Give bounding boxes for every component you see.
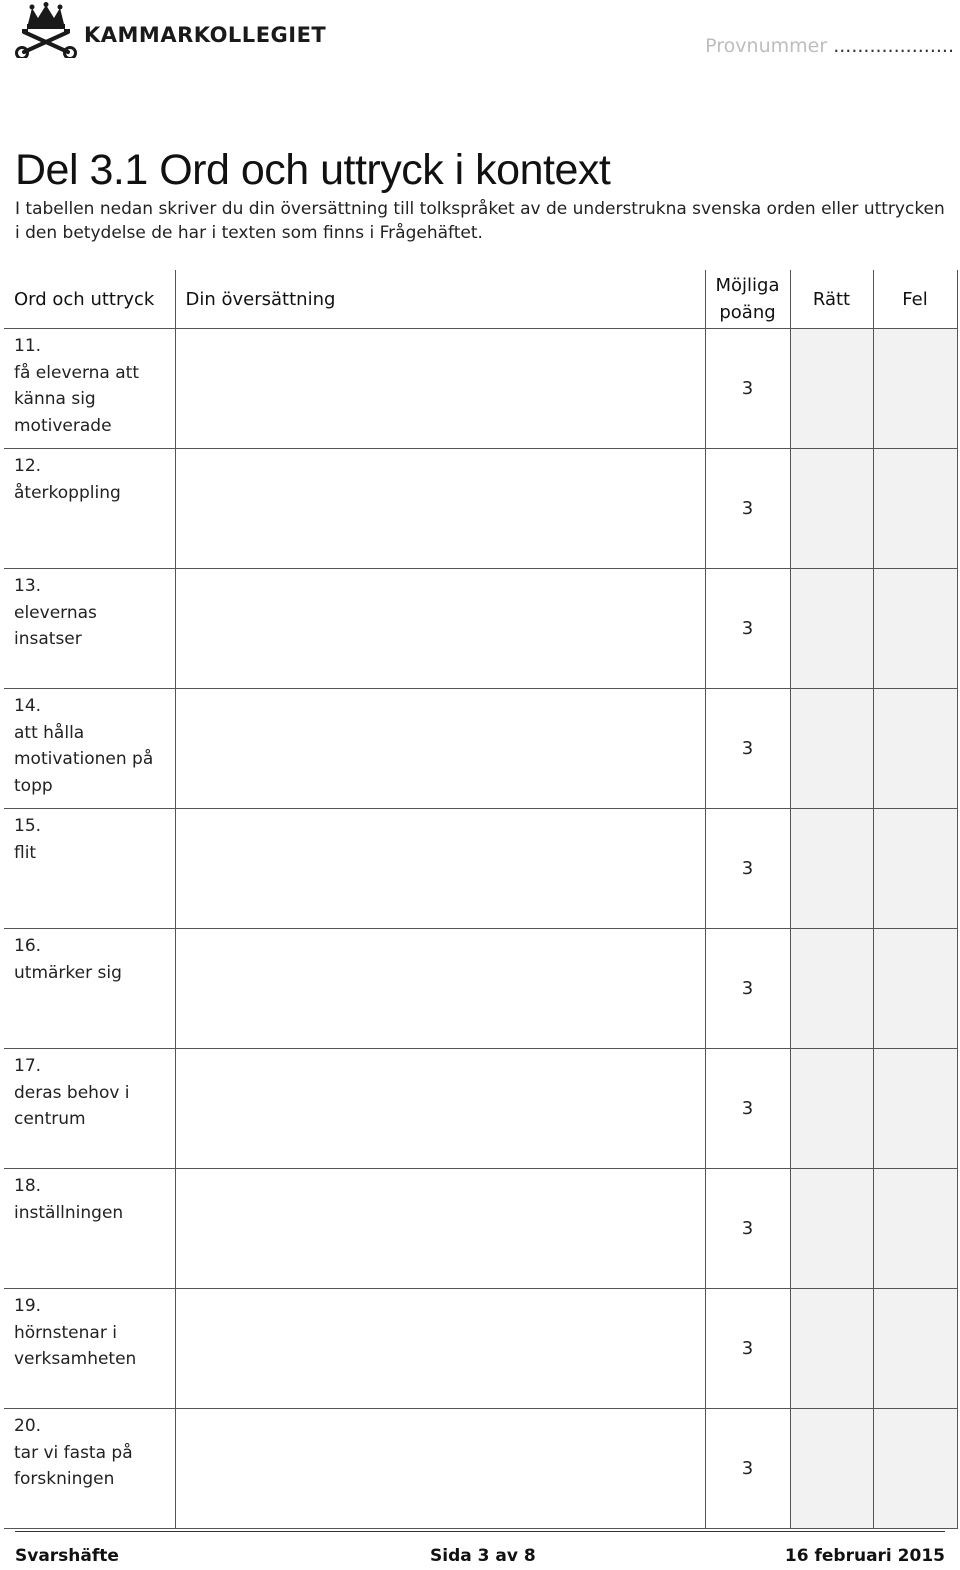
term-text-line: motivationen på: [14, 749, 154, 769]
term-text-line: elevernas: [14, 602, 97, 623]
points-cell: 3: [705, 1409, 790, 1529]
term-cell: [4, 809, 175, 929]
kammarkollegiet-logo: [14, 2, 326, 58]
term-cell: [4, 1049, 175, 1169]
item-number: 12.: [14, 456, 42, 476]
footer-booklet: Svarshäfte: [15, 1546, 119, 1566]
term-text-line: forskningen: [14, 1469, 115, 1489]
term-cell: [4, 329, 175, 449]
correct-cell: [790, 809, 873, 929]
wrong-cell: [873, 329, 957, 449]
term-text-line: hörnstenar i: [14, 1322, 117, 1343]
wrong-cell: [873, 689, 957, 809]
term-text-line: återkoppling: [14, 482, 121, 503]
correct-cell: [790, 1169, 873, 1289]
term-cell: [4, 929, 175, 1049]
wrong-cell: [873, 1289, 957, 1409]
points-cell: 3: [705, 929, 790, 1049]
table-header-row: [4, 270, 957, 329]
correct-cell: [790, 329, 873, 449]
item-number: 14.: [14, 696, 42, 716]
table-row: [4, 809, 957, 929]
table-row: [4, 929, 957, 1049]
crown-keys-icon: [14, 2, 78, 58]
footer-date: 16 februari 2015: [784, 1546, 945, 1566]
correct-cell: [790, 1289, 873, 1409]
correct-cell: [790, 449, 873, 569]
translation-cell[interactable]: [175, 1409, 705, 1529]
correct-cell: [790, 1049, 873, 1169]
term-text-line: insatser: [14, 629, 82, 649]
term-cell: [4, 449, 175, 569]
points-header-line2: poäng: [719, 302, 776, 323]
translation-cell[interactable]: [175, 569, 705, 689]
table-row: [4, 1289, 957, 1409]
wrong-cell: [873, 569, 957, 689]
provnummer-label: Provnummer: [705, 35, 828, 57]
wrong-cell: [873, 929, 957, 1049]
item-number: 13.: [14, 576, 42, 596]
points-cell: 3: [705, 1169, 790, 1289]
table-row: [4, 1169, 957, 1289]
points-cell: 3: [705, 329, 790, 449]
translation-cell[interactable]: [175, 929, 705, 1049]
term-text-line: känna sig: [14, 389, 96, 409]
translation-cell[interactable]: [175, 1049, 705, 1169]
item-number: 11.: [14, 336, 42, 356]
term-text-line: inställningen: [14, 1202, 124, 1223]
term-text-line: deras behov i: [14, 1082, 130, 1103]
answer-table: [4, 270, 958, 1529]
points-cell: 3: [705, 1289, 790, 1409]
item-number: 17.: [14, 1056, 42, 1076]
term-cell: [4, 1409, 175, 1529]
correct-cell: [790, 929, 873, 1049]
table-row: [4, 1049, 957, 1169]
table-body: [4, 329, 957, 1529]
wrong-cell: [873, 1169, 957, 1289]
translation-cell[interactable]: [175, 329, 705, 449]
term-cell: [4, 689, 175, 809]
footer-page-number: Sida 3 av 8: [430, 1546, 536, 1566]
item-number: 15.: [14, 816, 42, 836]
page-footer: [15, 1546, 945, 1570]
wrong-cell: [873, 1049, 957, 1169]
points-header-line1: Möjliga: [715, 275, 780, 296]
points-cell: 3: [705, 689, 790, 809]
item-number: 18.: [14, 1176, 42, 1196]
points-cell: 3: [705, 569, 790, 689]
column-header-translation: Din översättning: [175, 270, 705, 329]
wrong-cell: [873, 809, 957, 929]
points-cell: 3: [705, 1049, 790, 1169]
table-row: [4, 569, 957, 689]
translation-cell[interactable]: [175, 449, 705, 569]
provnummer-dots: ....................: [833, 35, 954, 57]
provnummer-field: [705, 35, 954, 57]
translation-cell[interactable]: [175, 1169, 705, 1289]
item-number: 16.: [14, 936, 42, 956]
term-text-line: få eleverna att: [14, 362, 140, 383]
page-title: Del 3.1 Ord och uttryck i kontext: [15, 146, 611, 194]
term-text-line: flit: [14, 842, 37, 863]
column-header-term: Ord och uttryck: [4, 270, 175, 329]
table-row: [4, 329, 957, 449]
term-text-line: topp: [14, 775, 53, 796]
term-cell: [4, 569, 175, 689]
correct-cell: [790, 569, 873, 689]
table-row: [4, 1409, 957, 1529]
term-text-line: motiverade: [14, 415, 112, 436]
column-header-points: [705, 270, 790, 329]
table-row: [4, 689, 957, 809]
column-header-correct: Rätt: [790, 270, 873, 329]
item-number: 20.: [14, 1416, 42, 1436]
footer-divider: [15, 1531, 945, 1532]
points-cell: 3: [705, 809, 790, 929]
correct-cell: [790, 1409, 873, 1529]
term-cell: [4, 1169, 175, 1289]
term-cell: [4, 1289, 175, 1409]
term-text-line: tar vi fasta på: [14, 1442, 133, 1463]
correct-cell: [790, 689, 873, 809]
term-text-line: att hålla: [14, 722, 85, 743]
instructions: I tabellen nedan skriver du din översättning till tolkspråket av de understrukna svenska orden eller uttrycken i den betydelse de har i texten som finns i Frågehäftet.: [15, 199, 945, 243]
item-number: 19.: [14, 1296, 42, 1316]
wrong-cell: [873, 1409, 957, 1529]
translation-cell[interactable]: [175, 689, 705, 809]
points-cell: 3: [705, 449, 790, 569]
translation-cell[interactable]: [175, 809, 705, 929]
wrong-cell: [873, 449, 957, 569]
org-name: KAMMARKOLLEGIET: [84, 23, 327, 47]
table-row: [4, 449, 957, 569]
term-text-line: centrum: [14, 1109, 86, 1129]
term-text-line: utmärker sig: [14, 962, 122, 983]
page-header: [0, 0, 960, 70]
term-text-line: verksamheten: [14, 1349, 137, 1369]
column-header-wrong: Fel: [873, 270, 957, 329]
translation-cell[interactable]: [175, 1289, 705, 1409]
